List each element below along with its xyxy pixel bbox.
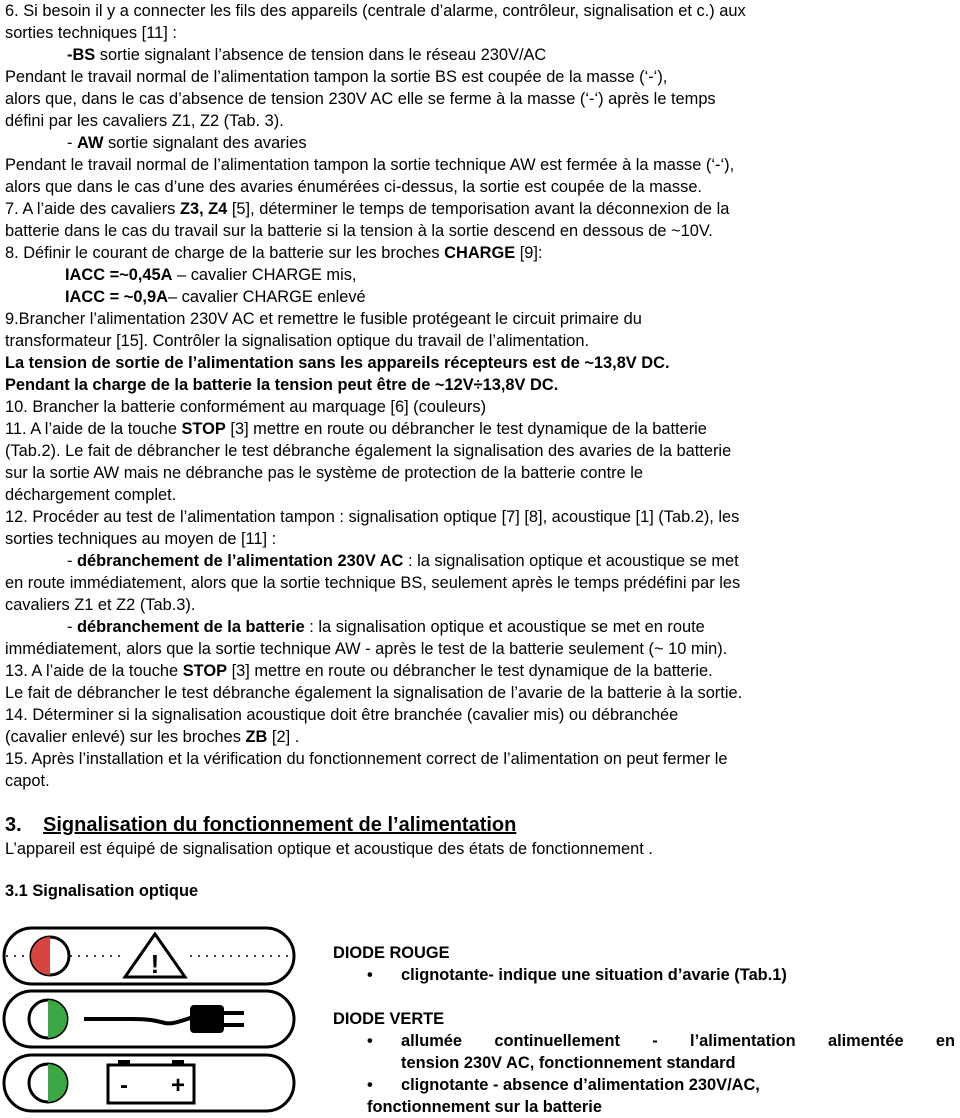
text-line: 9.Brancher l’alimentation 230V AC et remettre le fusible protégeant le circuit primaire du [5, 310, 642, 328]
text-line: défini par les cavaliers Z1, Z2 (Tab. 3). [5, 112, 284, 130]
text-line [5, 660, 955, 682]
section-title: Signalisation du fonctionnement de l’alimentation [43, 814, 517, 836]
red-diode-item [333, 964, 955, 986]
text-line: immédiatement, alors que la sortie technique AW - après le test de la batterie seulement (~ 10 min). [5, 640, 728, 658]
green-diode-text: tension 230V AC, fonctionnement standard [401, 1054, 736, 1072]
section-number: 3. [5, 814, 22, 836]
subsection-heading: 3.1 Signalisation optique [5, 882, 199, 900]
text-line [5, 550, 955, 572]
battery-minus: - [120, 1072, 128, 1099]
power-plug-icon [190, 1005, 224, 1033]
iacc-line [5, 286, 955, 308]
iacc-value: IACC = ~0,9A [65, 288, 168, 306]
aw-prefix: - [67, 134, 78, 152]
iacc-value: IACC =~0,45A [65, 266, 173, 284]
p12b-bold: débranchement de la batterie [77, 618, 305, 636]
text-line: 15. Après l’installation et la vérification du fonctionnement correct de l’alimentation on peut fermer le [5, 750, 728, 768]
p8-pre: 8. Définir le courant de charge de la batterie sur les broches [5, 244, 445, 262]
bs-text: sortie signalant l’absence de tension dans le réseau 230V/AC [95, 46, 547, 64]
text-line: en route immédiatement, alors que la sortie technique BS, seulement après le temps prédéfini par les [5, 574, 741, 592]
p14-bold: ZB [245, 728, 268, 746]
warning-mark: ! [150, 949, 160, 979]
text-line [5, 198, 955, 220]
green-diode-title: DIODE VERTE [333, 1010, 445, 1028]
warning-row [4, 928, 294, 984]
text-line: alors que dans le cas d’une des avaries énumérées ci-dessus, la sortie est coupée de la masse. [5, 178, 702, 196]
green-diode-item-cont [333, 1096, 955, 1118]
text-line: Pendant le travail normal de l’alimentation tampon la sortie technique AW est fermée à la masse (‘-‘), [5, 156, 735, 174]
p12a-bold: débranchement de l’alimentation 230V AC [77, 552, 404, 570]
bullet: • [367, 966, 373, 984]
text-line: cavaliers Z1 et Z2 (Tab.3). [5, 596, 196, 614]
green-diode-item-cont [333, 1052, 955, 1074]
iacc-text: – cavalier CHARGE mis, [172, 266, 357, 284]
text-line: (Tab.2). Le fait de débrancher le test débranche également la signalisation des avaries de la batterie [5, 442, 732, 460]
p7-bold: Z3, Z4 [179, 200, 228, 218]
plug-row [4, 991, 294, 1047]
p13-bold: STOP [182, 662, 228, 680]
section-intro: L’appareil est équipé de signalisation optique et acoustique des états de fonctionnement . [5, 840, 653, 858]
text-line [5, 418, 955, 440]
text-line: capot. [5, 772, 50, 790]
bold-line: Pendant la charge de la batterie la tension peut être de ~12V÷13,8V DC. [5, 376, 559, 394]
p13-post: [3] mettre en route ou débrancher le test dynamique de la batterie. [227, 662, 713, 680]
text-line: 6. Si besoin il y a connecter les fils des appareils (centrale d’alarme, contrôleur, signalisation et c.) aux [5, 2, 746, 20]
aw-text: sortie signalant des avaries [103, 134, 307, 152]
aw-tag: AW [77, 134, 104, 152]
p14-post: [2] . [267, 728, 300, 746]
red-diode-title: DIODE ROUGE [333, 944, 450, 962]
battery-row [4, 1055, 294, 1111]
diode-legend [333, 942, 955, 1118]
iacc-text: – cavalier CHARGE enlevé [167, 288, 366, 306]
green-diode-text: allumée continuellement - l’alimentation alimentée en [401, 1032, 955, 1050]
iacc-line [5, 264, 955, 286]
diode-signal-figure [0, 925, 310, 1118]
bold-line: La tension de sortie de l’alimentation sans les appareils récepteurs est de ~13,8V DC. [5, 354, 670, 372]
text-line: transformateur [15]. Contrôler la signalisation optique du travail de l’alimentation. [5, 332, 590, 350]
section-heading [5, 812, 955, 838]
text-line: sorties techniques [11] : [5, 24, 177, 42]
green-diode-text: clignotante - absence d’alimentation 230V/AC, [401, 1076, 760, 1094]
text-line: Pendant le travail normal de l’alimentation tampon la sortie BS est coupée de la masse (‘-‘), [5, 68, 668, 86]
text-line [5, 726, 955, 748]
green-diode-item [333, 1074, 955, 1096]
text-line: Le fait de débrancher le test débranche également la signalisation de l’avarie de la batterie à la sortie. [5, 684, 743, 702]
document-page [5, 0, 955, 902]
red-diode-text: clignotante- indique une situation d’avarie (Tab.1) [401, 966, 787, 984]
text-line [5, 44, 955, 66]
text-line: alors que, dans le cas d’absence de tension 230V AC elle se ferme à la masse (‘-‘) après le temps [5, 90, 716, 108]
p8-bold: CHARGE [444, 244, 516, 262]
green-diode-text: fonctionnement sur la batterie [367, 1098, 602, 1116]
text-line: batterie dans le cas du travail sur la batterie si la tension à la sortie descend en dessous de ~10V. [5, 222, 713, 240]
p13-pre: 13. A l’aide de la touche [5, 662, 183, 680]
text-line: 10. Brancher la batterie conformément au marquage [6] (couleurs) [5, 398, 487, 416]
text-line [5, 616, 955, 638]
battery-plus: + [170, 1072, 186, 1099]
text-line [5, 132, 955, 154]
text-line: déchargement complet. [5, 486, 177, 504]
text-line: 12. Procéder au test de l’alimentation tampon : signalisation optique [7] [8], acoustique [1] (Tab.2), les [5, 508, 740, 526]
bullet: • [367, 1076, 373, 1094]
bullet: • [367, 1032, 373, 1050]
text-line: sur la sortie AW mais ne débranche pas le système de protection de la batterie contre le [5, 464, 644, 482]
p12a-pre: - [67, 552, 78, 570]
p11-post: [3] mettre en route ou débrancher le test dynamique de la batterie [225, 420, 707, 438]
bs-tag: -BS [67, 46, 96, 64]
p7-pre: 7. A l’aide des cavaliers [5, 200, 180, 218]
text-line: 14. Déterminer si la signalisation acoustique doit être branchée (cavalier mis) ou débranchée [5, 706, 679, 724]
green-diode-item [333, 1030, 955, 1052]
p7-post: [5], déterminer le temps de temporisation avant la déconnexion de la [227, 200, 730, 218]
p14-pre: (cavalier enlevé) sur les broches [5, 728, 246, 746]
text-line [5, 242, 955, 264]
p12b-pre: - [67, 618, 78, 636]
p8-post: [9]: [515, 244, 543, 262]
p12b-post: : la signalisation optique et acoustique se met en route [304, 618, 705, 636]
text-line: sorties techniques au moyen de [11] : [5, 530, 277, 548]
p12a-post: : la signalisation optique et acoustique se met [403, 552, 739, 570]
p11-pre: 11. A l’aide de la touche [5, 420, 182, 438]
p11-bold: STOP [181, 420, 226, 438]
